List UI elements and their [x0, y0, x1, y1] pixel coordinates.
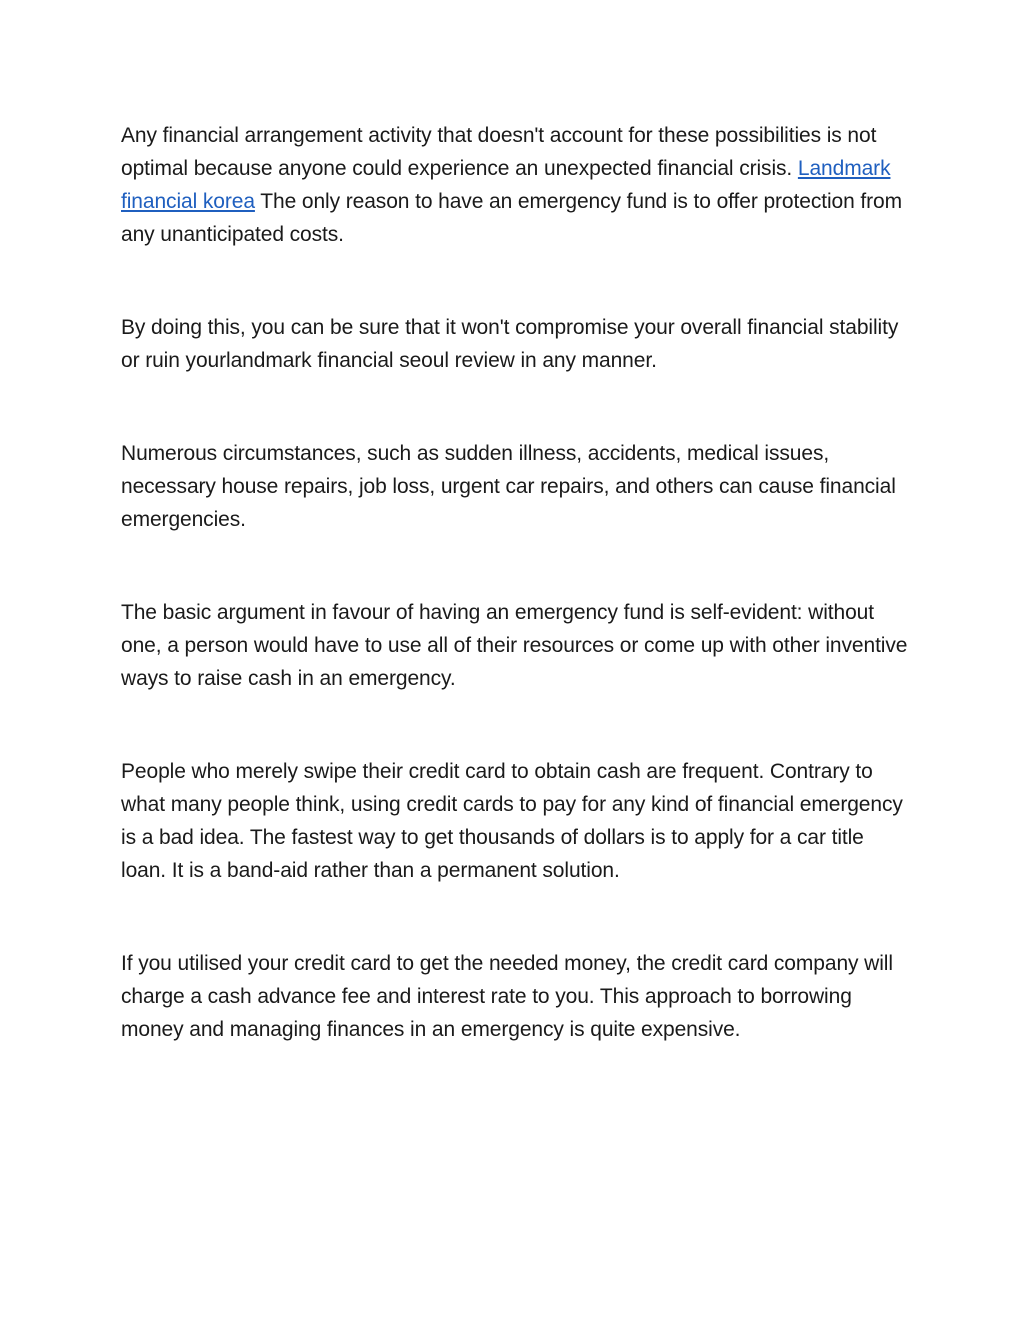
paragraph-3: Numerous circumstances, such as sudden illness, accidents, medical issues, necessary house repairs, job loss, urgent car repairs, and others can cause financial emergencies. — [121, 442, 896, 531]
paragraph-4: The basic argument in favour of having an emergency fund is self-evident: without one, a person would have to use all of their resources or come up with other inventive ways to raise cash in an emergency. — [121, 601, 908, 690]
paragraph-2: By doing this, you can be sure that it won't compromise your overall financial stability or ruin yourlandmark financial seoul review in any manner. — [121, 316, 899, 372]
document-body — [121, 119, 911, 1046]
paragraph-1-text-after-link: The only reason to have an emergency fund is to offer protection from any unanticipated costs. — [121, 190, 903, 246]
paragraph-1 — [121, 119, 911, 251]
landmark-financial-korea-link[interactable]: Landmark financial korea — [121, 157, 891, 213]
paragraph-5: People who merely swipe their credit card to obtain cash are frequent. Contrary to what many people think, using credit cards to pay for any kind of financial emergency is a bad idea. The fastest way to get thousands of dollars is to apply for a car title loan. It is a band-aid rather than a permanent solution. — [121, 760, 903, 882]
paragraph-6: If you utilised your credit card to get the needed money, the credit card company will charge a cash advance fee and interest rate to you. This approach to borrowing money and managing finances in an emergency is quite expensive. — [121, 952, 893, 1041]
paragraph-1-text-before-link: Any financial arrangement activity that doesn't account for these possibilities is not optimal because anyone could experience an unexpected financial crisis. — [121, 124, 877, 180]
